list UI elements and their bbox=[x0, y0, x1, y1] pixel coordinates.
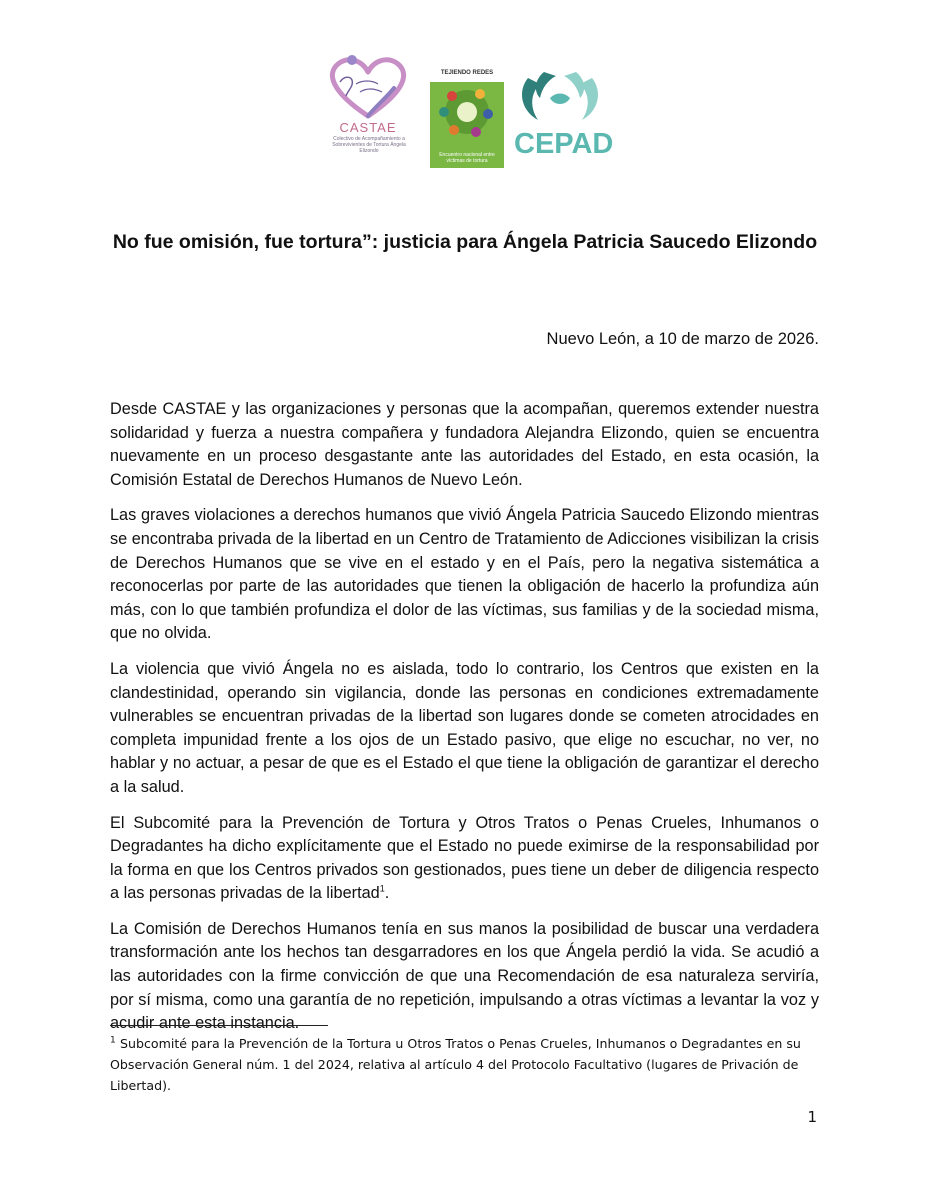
tejiendo-redes-logo bbox=[430, 70, 504, 168]
paragraph-1: Desde CASTAE y las organizaciones y personas que la acompañan, queremos extender nuestra solidaridad y fuerza a nuestra compañera y fundadora Alejandra Elizondo, quien se encuentra nuevamente en un proceso desgastante ante las autoridades del Estado, en esta ocasión, la Comisión Estatal de Derechos Humanos de Nuevo León. bbox=[110, 400, 819, 489]
tejiendo-redes-panel bbox=[430, 82, 504, 168]
paragraph-4-text: El Subcomité para la Prevención de Tortura y Otros Tratos o Penas Crueles, Inhumanos o Degradantes ha dicho explícitamente que el Estado no puede eximirse de la responsabilidad por la forma en que los Centros privados son gestionados, pues tiene un deber de diligencia respecto a las personas privadas de la libertad bbox=[110, 813, 819, 903]
document-title: No fue omisión, fue tortura”: justicia para Ángela Patricia Saucedo Elizondo bbox=[112, 231, 818, 253]
paragraph-3: La violencia que vivió Ángela no es aislada, todo lo contrario, los Centros que existen en la clandestinidad, operando sin vigilancia, donde las personas en condiciones extremadamente vulnerables se encuentran privadas de la libertad son lugares donde se cometen atrocidades en completa impunidad frente a los ojos de un Estado pasivo, que elige no escuchar, no ver, no hablar y no actuar, a pesar de que es el Estado el que tiene la obligación de garantizar el derecho a la salud. bbox=[110, 659, 819, 796]
paragraph-4-end: . bbox=[384, 884, 390, 903]
paragraph-4 bbox=[110, 812, 819, 906]
footnote bbox=[110, 1034, 819, 1097]
tejiendo-redes-caption: Encuentro nacional entre víctimas de tortura bbox=[439, 152, 495, 164]
logo-bar bbox=[0, 52, 927, 172]
paragraph-2: Las graves violaciones a derechos humanos que vivió Ángela Patricia Saucedo Elizondo mientras se encontraba privada de la libertad en un Centro de Tratamiento de Adicciones visibilizan la crisis de Derechos Humanos que se vive en el estado y en el País, pero la negativa sistemática a reconocerlas por parte de las autoridades que tienen la obligación de hacerlo la profundiza aún más, con lo que también profundiza el dolor de las víctimas, sus familias y de la sociedad misma, que no olvida. bbox=[110, 506, 819, 643]
castae-name: CASTAE bbox=[339, 120, 397, 135]
people-circle-icon bbox=[430, 82, 504, 142]
footnote-separator bbox=[110, 1025, 328, 1026]
footnote-reference[interactable]: 1 bbox=[379, 883, 385, 894]
castae-heart-icon bbox=[312, 52, 424, 122]
cepad-name: CEPAD bbox=[514, 128, 614, 160]
cepad-logo bbox=[510, 68, 614, 168]
tejiendo-redes-title: TEJIENDO REDES bbox=[440, 70, 494, 76]
footnote-number: 1 bbox=[110, 1035, 116, 1046]
page-number: 1 bbox=[807, 1108, 817, 1126]
cepad-hands-icon bbox=[510, 68, 610, 130]
castae-subtitle: Colectivo de Acompañamiento a Sobrevivientes de Tortura Ángela Elizondo bbox=[332, 136, 406, 154]
footnote-text: Subcomité para la Prevención de la Tortura u Otros Tratos o Penas Crueles, Inhumanos o Degradantes en su Observación General núm. 1 del 2024, relativa al artículo 4 del Protocolo Facultativo (lugares de Privación de Libertad). bbox=[110, 1036, 801, 1093]
paragraph-5: La Comisión de Derechos Humanos tenía en sus manos la posibilidad de buscar una verdadera transformación ante los hechos tan desgarradores en los que Ángela perdió la vida. Se acudió a las autoridades con la firme convicción de que una Recomendación de esa naturaleza serviría, por sí misma, como una garantía de no repetición, impulsando a otras víctimas a levantar la voz y acudir ante esta instancia. bbox=[110, 919, 819, 1033]
document-date: Nuevo León, a 10 de marzo de 2026. bbox=[546, 330, 819, 348]
document-body bbox=[110, 398, 819, 1048]
castae-logo bbox=[312, 52, 424, 168]
